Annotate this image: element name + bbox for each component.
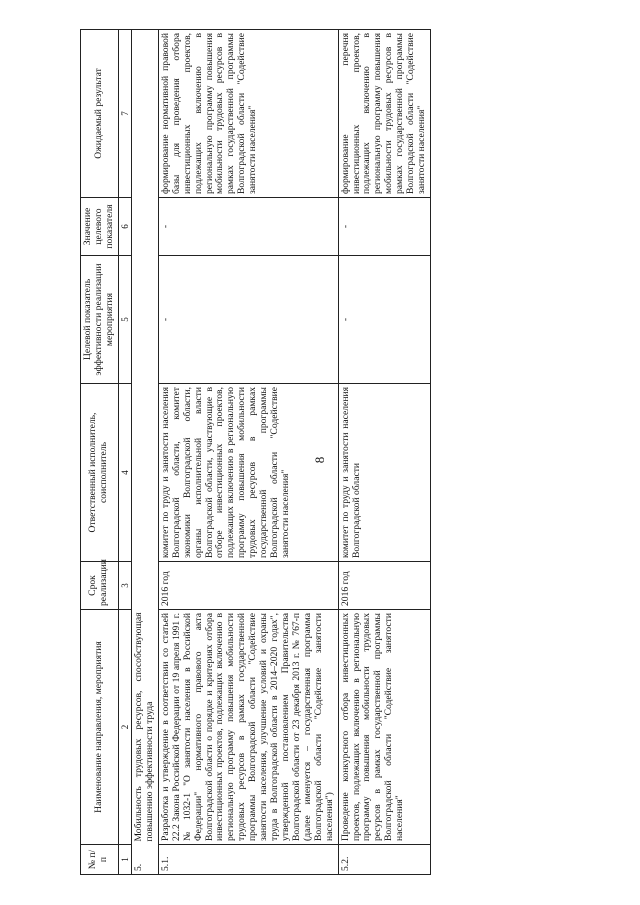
header-value: Значение целевого показателя bbox=[81, 198, 119, 256]
column-number: 1 bbox=[118, 845, 131, 875]
measure-value: - bbox=[338, 198, 430, 256]
measure-result: формирование нормативной правовой базы для проведения отбора инвестиционных проектов, подлежащих включению в региональную программу повышения мобильности трудовых ресурсов в рамках государственной программы Волгоградской области "Содействие занятости населения" bbox=[158, 30, 338, 198]
column-number: 4 bbox=[118, 384, 131, 562]
empty-cell bbox=[132, 30, 159, 198]
measure-indicator: - bbox=[158, 256, 338, 384]
measure-name: Разработка и утверждение в соответствии со статьей 22.2 Закона Российской Федерации от 19 апреля 1991 г. № 1032-1 "О занятости населения в Российской Федерации" нормативного правового акта Волгоградской области о порядке и критериях отбора инвестиционных проектов, подлежащих включению в региональную программу повышения мобильности трудовых ресурсов в рамках государственной программы Волгоградской области "Содействие занятости населения, улучшение условий и охраны труда в Волгоградской области в 2014–2020 годах", утвержденной постановлением Правительства Волгоградской области от 23 декабря 2013 г. № 767-п (далее именуется – государственная программа Волгоградской области "Содействие занятости населения") bbox=[158, 610, 338, 845]
column-number: 2 bbox=[118, 610, 131, 845]
row-number: 5.2. bbox=[338, 845, 430, 875]
table-row bbox=[158, 30, 338, 875]
column-number-row bbox=[118, 30, 131, 875]
measure-value: - bbox=[158, 198, 338, 256]
measure-indicator: - bbox=[338, 256, 430, 384]
empty-cell bbox=[132, 384, 159, 562]
section-row bbox=[132, 30, 159, 875]
section-title: Мобильность трудовых ресурсов, способствующая повышению эффективности труда bbox=[132, 610, 159, 845]
measure-result: формирование перечня инвестиционных проектов, подлежащих включению в региональную программу повышения мобильности трудовых ресурсов в рамках государственной программы Волгоградской области "Содействие занятости населения" bbox=[338, 30, 430, 198]
row-number: 5.1. bbox=[158, 845, 338, 875]
header-result: Ожидаемый результат bbox=[81, 30, 119, 198]
empty-cell bbox=[132, 562, 159, 610]
header-term: Срок реализации bbox=[81, 562, 119, 610]
page-number: 8 bbox=[312, 456, 327, 464]
measure-executor: комитет по труду и занятости населения Волгоградской области bbox=[338, 384, 430, 562]
section-number: 5. bbox=[132, 845, 159, 875]
measure-term: 2016 год bbox=[158, 562, 338, 610]
header-num: № п/п bbox=[81, 845, 119, 875]
measure-executor: комитет по труду и занятости населения Волгоградской области, комитет экономики Волгоградской области, органы исполнительной власти Волгоградской области, участвующие в отборе инвестиционных проектов, подлежащих включению в региональную программу повышения мобильности трудовых ресурсов в рамках государственной программы Волгоградской области "Содействие занятости населения" bbox=[158, 384, 338, 562]
empty-cell bbox=[132, 256, 159, 384]
header-row bbox=[81, 30, 119, 875]
header-name: Наименование направления, мероприятия bbox=[81, 610, 119, 845]
rotated-sheet bbox=[80, 30, 640, 875]
measures-table bbox=[80, 29, 431, 875]
header-executor: Ответственный исполнитель, соисполнитель bbox=[81, 384, 119, 562]
table-row bbox=[338, 30, 430, 875]
column-number: 3 bbox=[118, 562, 131, 610]
measure-term: 2016 год bbox=[338, 562, 430, 610]
empty-cell bbox=[132, 198, 159, 256]
measure-name: Проведение конкурсного отбора инвестиционных проектов, подлежащих включению в региональную программу повышения мобильности трудовых ресурсов в рамках государственной программы Волгоградской области "Содействие занятости населения" bbox=[338, 610, 430, 845]
column-number: 6 bbox=[118, 198, 131, 256]
column-number: 5 bbox=[118, 256, 131, 384]
header-indicator: Целевой показатель эффективности реализации мероприятия bbox=[81, 256, 119, 384]
column-number: 7 bbox=[118, 30, 131, 198]
